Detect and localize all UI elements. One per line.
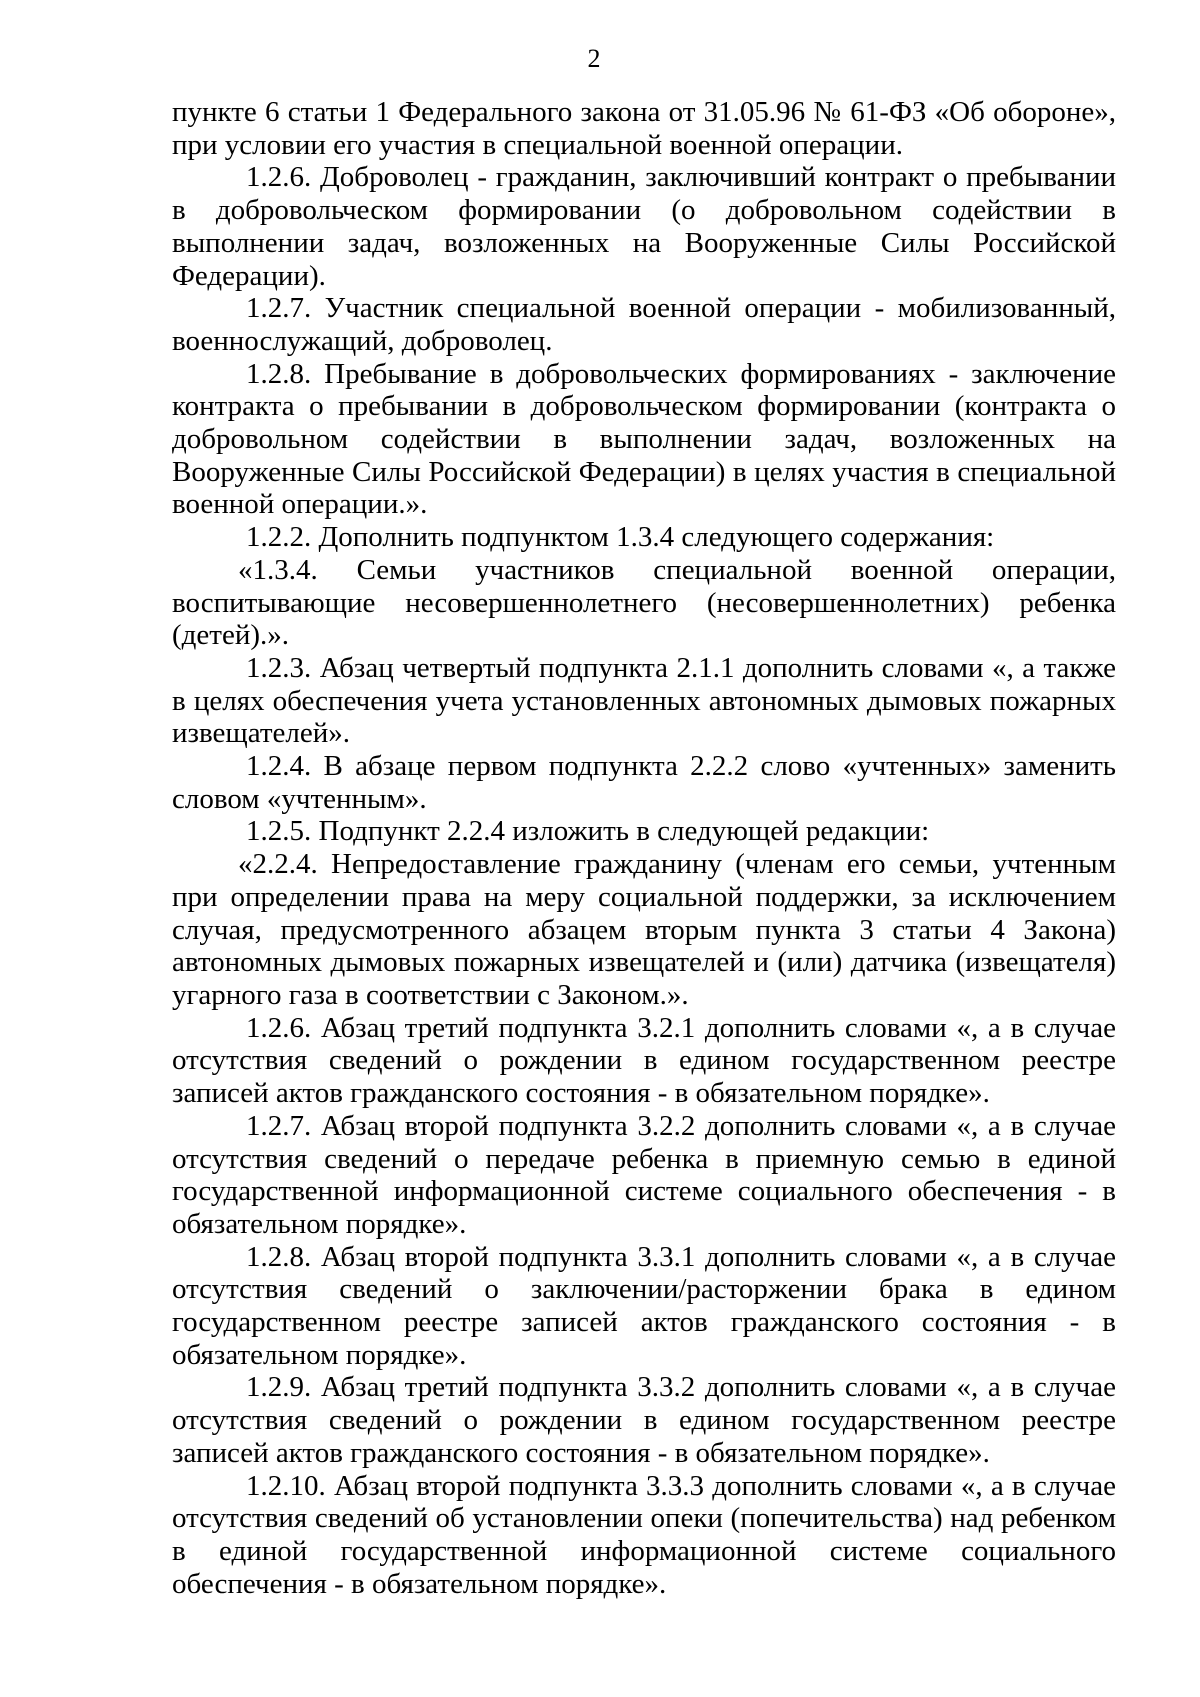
paragraph-1-2-9-amendment: 1.2.9. Абзац третий подпункта 3.3.2 дополнить словами «, а в случае отсутствия сведений о рождении в едином государственном реестре записей актов гражданского состояния - в обязательном порядке». [172,1371,1116,1469]
page-number: 2 [587,44,601,73]
paragraph-1-2-2: 1.2.2. Дополнить подпунктом 1.3.4 следующего содержания: [246,521,995,554]
paragraph-quote-1-3-4: «1.3.4. Семьи участников специальной военной операции, воспитывающие несовершеннолетнего (несовершеннолетних) ребенка (детей).». [172,553,1116,652]
paragraph-1-2-7-participant: 1.2.7. Участник специальной военной операции - мобилизованный, военнослужащий, доброволец. [172,292,1116,357]
paragraph-quote-2-2-4: «2.2.4. Непредоставление гражданину (членам его семьи, учтенным при определении права на меру социальной поддержки, за исключением случая, предусмотренного абзацем вторым пункта 3 статьи 4 Закона) автономных дымовых пожарных извещателей и (или) датчика (извещателя) угарного газа в соответствии с Законом.». [172,848,1116,1011]
paragraph-1-2-3: 1.2.3. Абзац четвертый подпункта 2.1.1 дополнить словами «, а также в целях обеспечения учета установленных автономных дымовых пожарных извещателей». [172,651,1116,750]
paragraph-1-2-10-amendment: 1.2.10. Абзац второй подпункта 3.3.3 дополнить словами «, а в случае отсутствия сведений об установлении опеки (попечительства) над ребенком в единой государственной информационной системе социального обеспечения - в обязательном порядке». [172,1469,1116,1600]
document-body [172,96,1116,1600]
paragraph-1-2-6-volunteer: 1.2.6. Доброволец - гражданин, заключивший контракт о пребывании в добровольческом формировании (о добровольном содействии в выполнении задач, возложенных на Вооруженные Силы Российской Федерации). [172,161,1116,292]
paragraph-1-2-5: 1.2.5. Подпункт 2.2.4 изложить в следующей редакции: [246,815,930,848]
paragraph-1-2-6-amendment: 1.2.6. Абзац третий подпункта 3.2.1 дополнить словами «, а в случае отсутствия сведений о рождении в едином государственном реестре записей актов гражданского состояния - в обязательном порядке». [172,1011,1116,1110]
paragraph-1-2-4: 1.2.4. В абзаце первом подпункта 2.2.2 слово «учтенных» заменить словом «учтенным». [172,750,1116,815]
paragraph-1-2-8-amendment: 1.2.8. Абзац второй подпункта 3.3.1 дополнить словами «, а в случае отсутствия сведений о заключении/расторжении брака в едином государственном реестре записей актов гражданского состояния - в обязательном порядке». [172,1240,1116,1371]
paragraph-1-2-7-amendment: 1.2.7. Абзац второй подпункта 3.2.2 дополнить словами «, а в случае отсутствия сведений о передаче ребенка в приемную семью в единой государственной информационной системе социального обеспечения - в обязательном порядке». [172,1109,1116,1240]
paragraph-continuation: пункте 6 статьи 1 Федерального закона от 31.05.96 № 61-ФЗ «Об обороне», при условии его участия в специальной военной операции. [172,96,1116,161]
paragraph-1-2-8-volunteer-formations: 1.2.8. Пребывание в добровольческих формированиях - заключение контракта о пребывании в добровольческом формировании (контракта о добровольном содействии в выполнении задач, возложенных на Вооруженные Силы Российской Федерации) в целях участия в специальной военной операции.». [172,357,1116,521]
